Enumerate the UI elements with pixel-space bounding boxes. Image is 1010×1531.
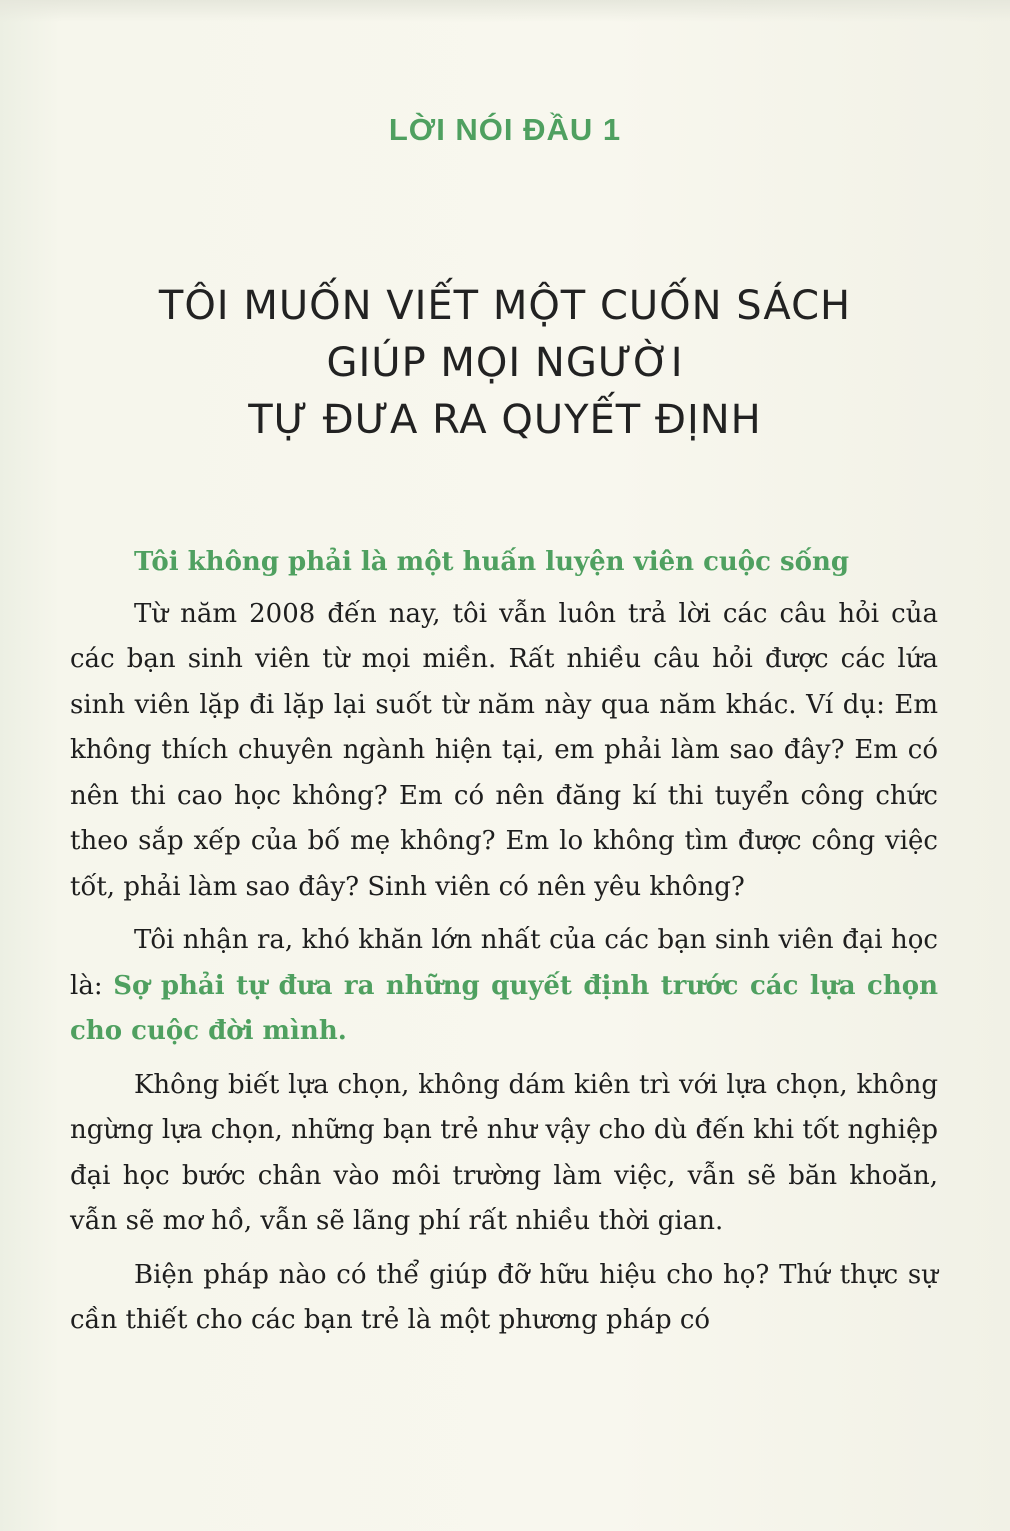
paragraph-4: Biện pháp nào có thể giúp đỡ hữu hiệu cho họ? Thứ thực sự cần thiết cho các bạn trẻ là một phương pháp có <box>70 1259 938 1335</box>
paragraph-1: Từ năm 2008 đến nay, tôi vẫn luôn trả lời các câu hỏi của các bạn sinh viên từ mọi miền. Rất nhiều câu hỏi được các lứa sinh viên lặp đi lặp lại suốt từ năm này qua năm khác. Ví dụ: Em không thích chuyên ngành hiện tại, em phải làm sao đây? Em có nên thi cao học không? Em có nên đăng kí thi tuyển công chức theo sắp xếp của bố mẹ không? Em lo không tìm được công việc tốt, phải làm sao đây? Sinh viên có nên yêu không? <box>70 598 938 902</box>
chapter-title-line-1: TÔI MUỐN VIẾT MỘT CUỐN SÁCH <box>158 283 852 329</box>
section-heading: Tôi không phải là một huấn luyện viên cuộc sống <box>134 547 850 577</box>
chapter-title-line-3: TỰ ĐƯA RA QUYẾT ĐỊNH <box>248 397 762 443</box>
paragraph-2 <box>70 918 938 1055</box>
paragraph-2-emphasis: Sợ phải tự đưa ra những quyết định trước các lựa chọn cho cuộc đời mình. <box>70 970 938 1046</box>
chapter-title <box>0 278 1010 449</box>
paragraph-2-intro: Tôi nhận ra, khó khăn lớn nhất của các bạn sinh viên đại học là: <box>70 925 938 1001</box>
page-top-edge <box>0 0 1010 22</box>
chapter-title-line-2: GIÚP MỌI NGƯỜI <box>326 340 684 386</box>
paragraph-3: Không biết lựa chọn, không dám kiên trì với lựa chọn, không ngừng lựa chọn, những bạn trẻ như vậy cho dù đến khi tốt nghiệp đại học bước chân vào môi trường làm việc, vẫn sẽ băn khoăn, vẫn sẽ mơ hồ, vẫn sẽ lãng phí rất nhiều thời gian. <box>70 1069 938 1236</box>
chapter-label: LỜI NÓI ĐẦU 1 <box>388 112 622 147</box>
body-text <box>70 540 938 1352</box>
